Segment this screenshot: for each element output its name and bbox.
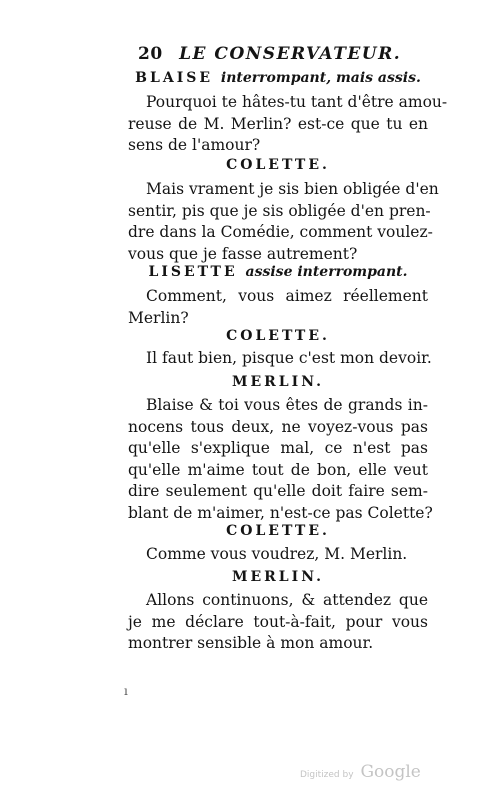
speaker-name: COLETTE. [226, 328, 330, 344]
text-line: blant de m'aimer, n'est-ce pas Colette? [128, 503, 433, 522]
speaker-name: MERLIN. [232, 374, 324, 390]
print-speck: ı [124, 684, 128, 698]
text-line: Comment, vous aimez réellement [146, 287, 428, 305]
google-watermark [300, 762, 421, 782]
text-line: nocens tous deux, ne voyez-vous pas [128, 417, 428, 436]
text-line: qu'elle m'aime tout de bon, elle veut [128, 460, 428, 479]
speaker-name: COLETTE. [226, 157, 330, 173]
text-line: Mais vrament je sis bien obligée d'en [146, 180, 439, 198]
text-line: je me déclare tout-à-fait, pour vous [128, 612, 428, 631]
text-line: Blaise & toi vous êtes de grands in- [146, 396, 428, 414]
text-line: Pourquoi te hâtes-tu tant d'être amou- [146, 93, 448, 111]
text-line: vous que je fasse autrement? [128, 244, 358, 263]
dialogue-text [128, 348, 432, 370]
speaker-heading [128, 328, 428, 344]
speaker-heading [128, 157, 428, 173]
text-line: Merlin? [128, 308, 189, 327]
text-line: montrer sensible à mon amour. [128, 634, 374, 652]
dialogue-text [128, 590, 428, 655]
running-title: LE CONSERVATEUR. [179, 44, 402, 64]
stage-direction: interrompant, mais assis. [220, 70, 421, 86]
text-line: reuse de M. Merlin? est-ce que tu en [128, 114, 428, 133]
dialogue-text [128, 92, 448, 157]
text-line: Comme vous voudrez, M. Merlin. [146, 545, 408, 563]
text-line: Il faut bien, pisque c'est mon devoir. [146, 349, 432, 367]
text-line: sens de l'amour? [128, 136, 261, 154]
dialogue-text [128, 544, 428, 566]
dialogue-text [128, 179, 439, 265]
text-line: dre dans la Comédie, comment voulez- [128, 223, 433, 241]
dialogue-text [128, 286, 428, 329]
speaker-heading [128, 569, 428, 585]
dialogue-text [128, 395, 433, 524]
running-header [138, 44, 408, 64]
speaker-heading [128, 264, 428, 280]
text-line: sentir, pis que je sis obligée d'en pren- [128, 201, 431, 220]
speaker-name: COLETTE. [226, 523, 330, 539]
google-logo: Google [360, 762, 421, 782]
speaker-heading [128, 70, 428, 86]
watermark-prefix: Digitized by [300, 770, 354, 780]
speaker-name: BLAISE [135, 70, 214, 86]
speaker-heading [128, 523, 428, 539]
speaker-heading [128, 374, 428, 390]
page-number: 20 [138, 44, 163, 64]
text-line: qu'elle s'explique mal, ce n'est pas [128, 439, 428, 457]
speaker-name: LISETTE [148, 264, 238, 280]
speaker-name: MERLIN. [232, 569, 324, 585]
stage-direction: assise interrompant. [245, 264, 408, 280]
text-line: dire seulement qu'elle doit faire sem- [128, 482, 428, 500]
text-line: Allons continuons, & attendez que [146, 591, 428, 609]
